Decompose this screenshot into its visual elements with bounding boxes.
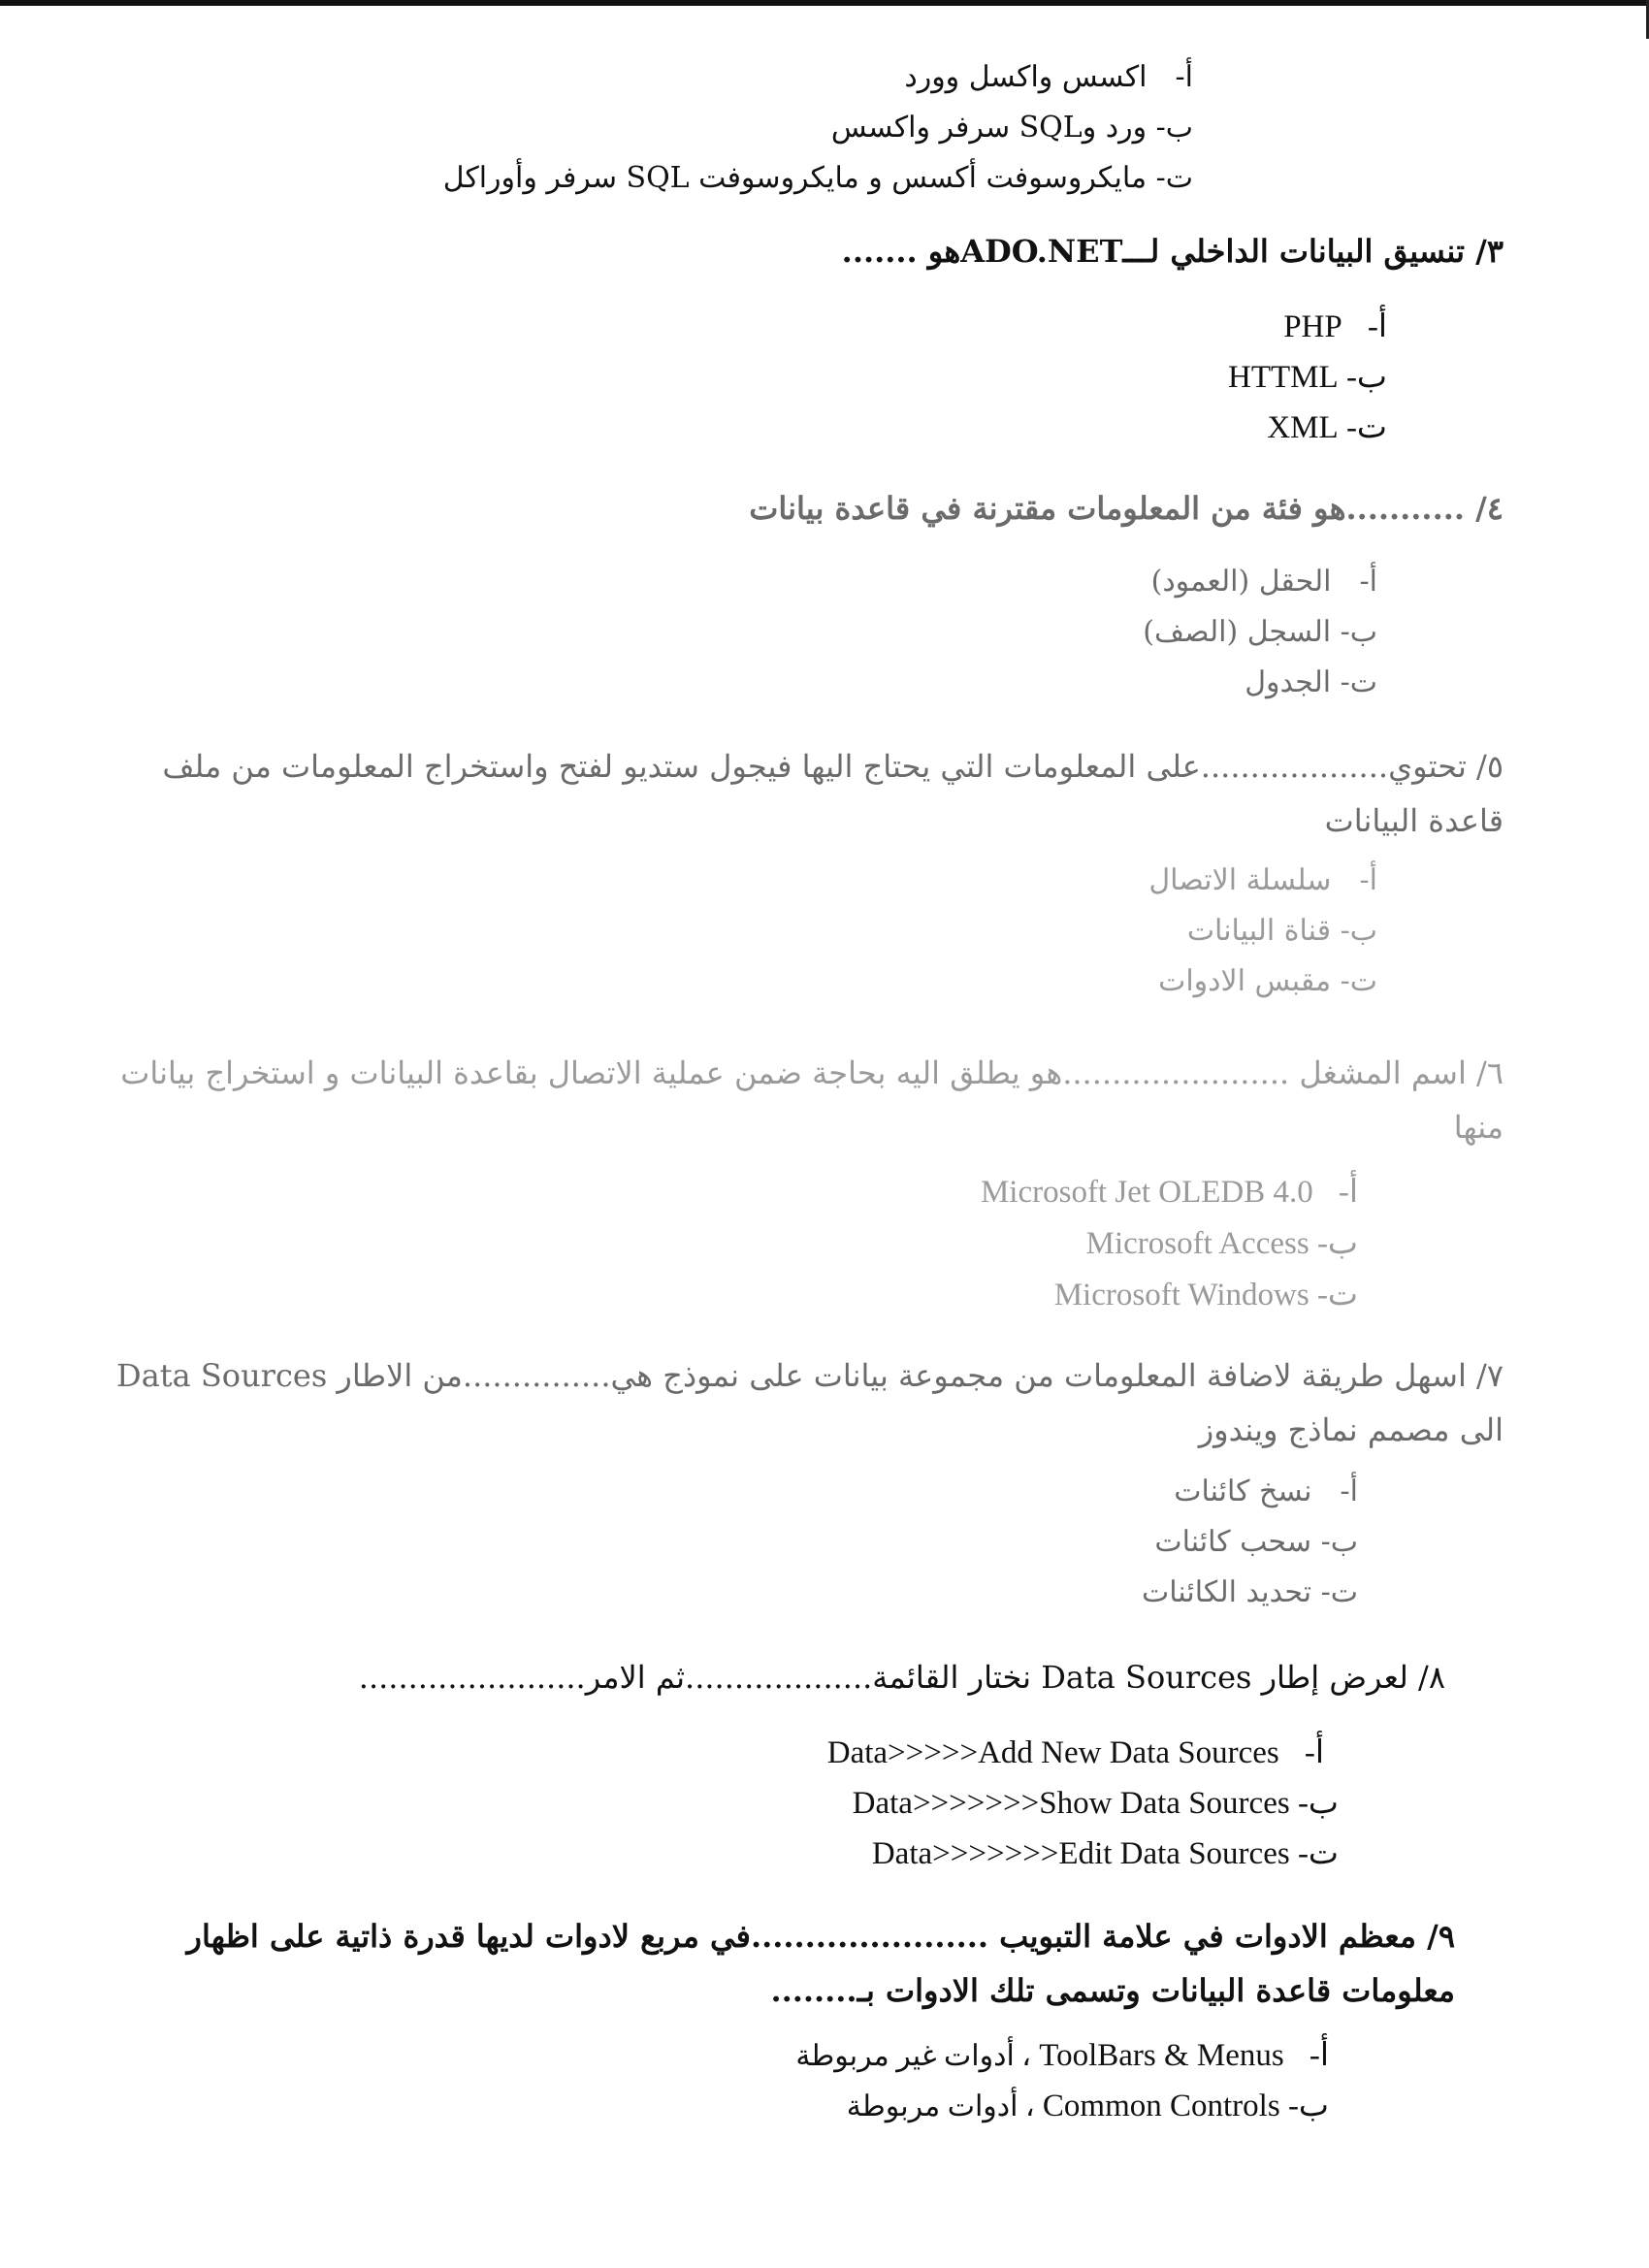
q5-text: ٥/ تحتوي...................على المعلومات التي يحتاج اليها فيجول ستديو لفتح واستخراج المعلومات من ملف قاعدة البيانات: [162, 748, 1504, 839]
q8-option-b: ب- Data>>>>>>>Show Data Sources: [852, 1786, 1339, 1821]
q6-text: ٦/ اسم المشغل .......................هو يطلق اليه بحاجة ضمن عملية الاتصال بقاعدة البيانات و استخراج بيانات منها: [120, 1054, 1504, 1146]
q2-option-a: أ- اكسس واكسل وورد: [904, 60, 1193, 94]
q9-option-b: ب- Common Controls ، أدوات مربوطة: [846, 2089, 1329, 2123]
q3-option-c: ت- XML: [1267, 410, 1387, 445]
q6-option-c: ت- Microsoft Windows: [1053, 1278, 1358, 1312]
q3-text: ٣/ تنسيق البيانات الداخلي لـــADO.NETهو .......: [841, 233, 1504, 270]
q8-option-c: ت- Data>>>>>>>Edit Data Sources: [871, 1836, 1339, 1871]
q2-option-b: ب- ورد وSQL سرفر واكسس: [830, 111, 1193, 145]
q5-option-c: ت- مقبس الادوات: [1158, 964, 1377, 998]
q6-option-a: أ- Microsoft Jet OLEDB 4.0: [980, 1175, 1358, 1210]
q4-option-a: أ- الحقل (العمود): [1150, 565, 1377, 599]
q4-text: ٤/ ...........هو فئة من المعلومات مقترنة في قاعدة بيانات: [749, 490, 1504, 527]
q9-text: ٩/ معظم الادوات في علامة التبويب ......................في مربع لادوات لديها قدرة ذاتية على اظهار معلومات قاعدة البيانات وتسمى تلك الادوات بـ........: [186, 1918, 1455, 2009]
q8-text: ٨/ لعرض إطار Data Sources نختار القائمة...................ثم الامر.......................: [358, 1659, 1445, 1696]
q7-option-a: أ- نسخ كائنات: [1174, 1474, 1358, 1508]
q7-option-b: ب- سحب كائنات: [1154, 1525, 1358, 1559]
q7-text: ٧/ اسهل طريقة لاضافة المعلومات من مجموعة بيانات على نموذج هي...............من الاطار Data Sources الى مصمم نماذج ويندوز: [116, 1357, 1504, 1448]
q3-option-a: أ- PHP: [1283, 309, 1387, 344]
q2-option-c: ت- مايكروسوفت أكسس و مايكروسوفت SQL سرفر وأوراكل: [442, 161, 1193, 195]
q4-option-b: ب- السجل (الصف): [1143, 615, 1377, 649]
q4-option-c: ت- الجدول: [1245, 665, 1377, 699]
q3-option-b: ب- HTTML: [1228, 360, 1387, 395]
q5-option-a: أ- سلسلة الاتصال: [1148, 863, 1377, 897]
q7-option-c: ت- تحديد الكائنات: [1141, 1575, 1358, 1609]
q9-option-a: أ- ToolBars & Menus ، أدوات غير مربوطة: [795, 2038, 1329, 2073]
q5-option-b: ب- قناة البيانات: [1186, 914, 1377, 948]
q8-option-a: أ- Data>>>>>Add New Data Sources: [826, 1735, 1324, 1770]
q6-option-b: ب- Microsoft Access: [1085, 1226, 1358, 1261]
